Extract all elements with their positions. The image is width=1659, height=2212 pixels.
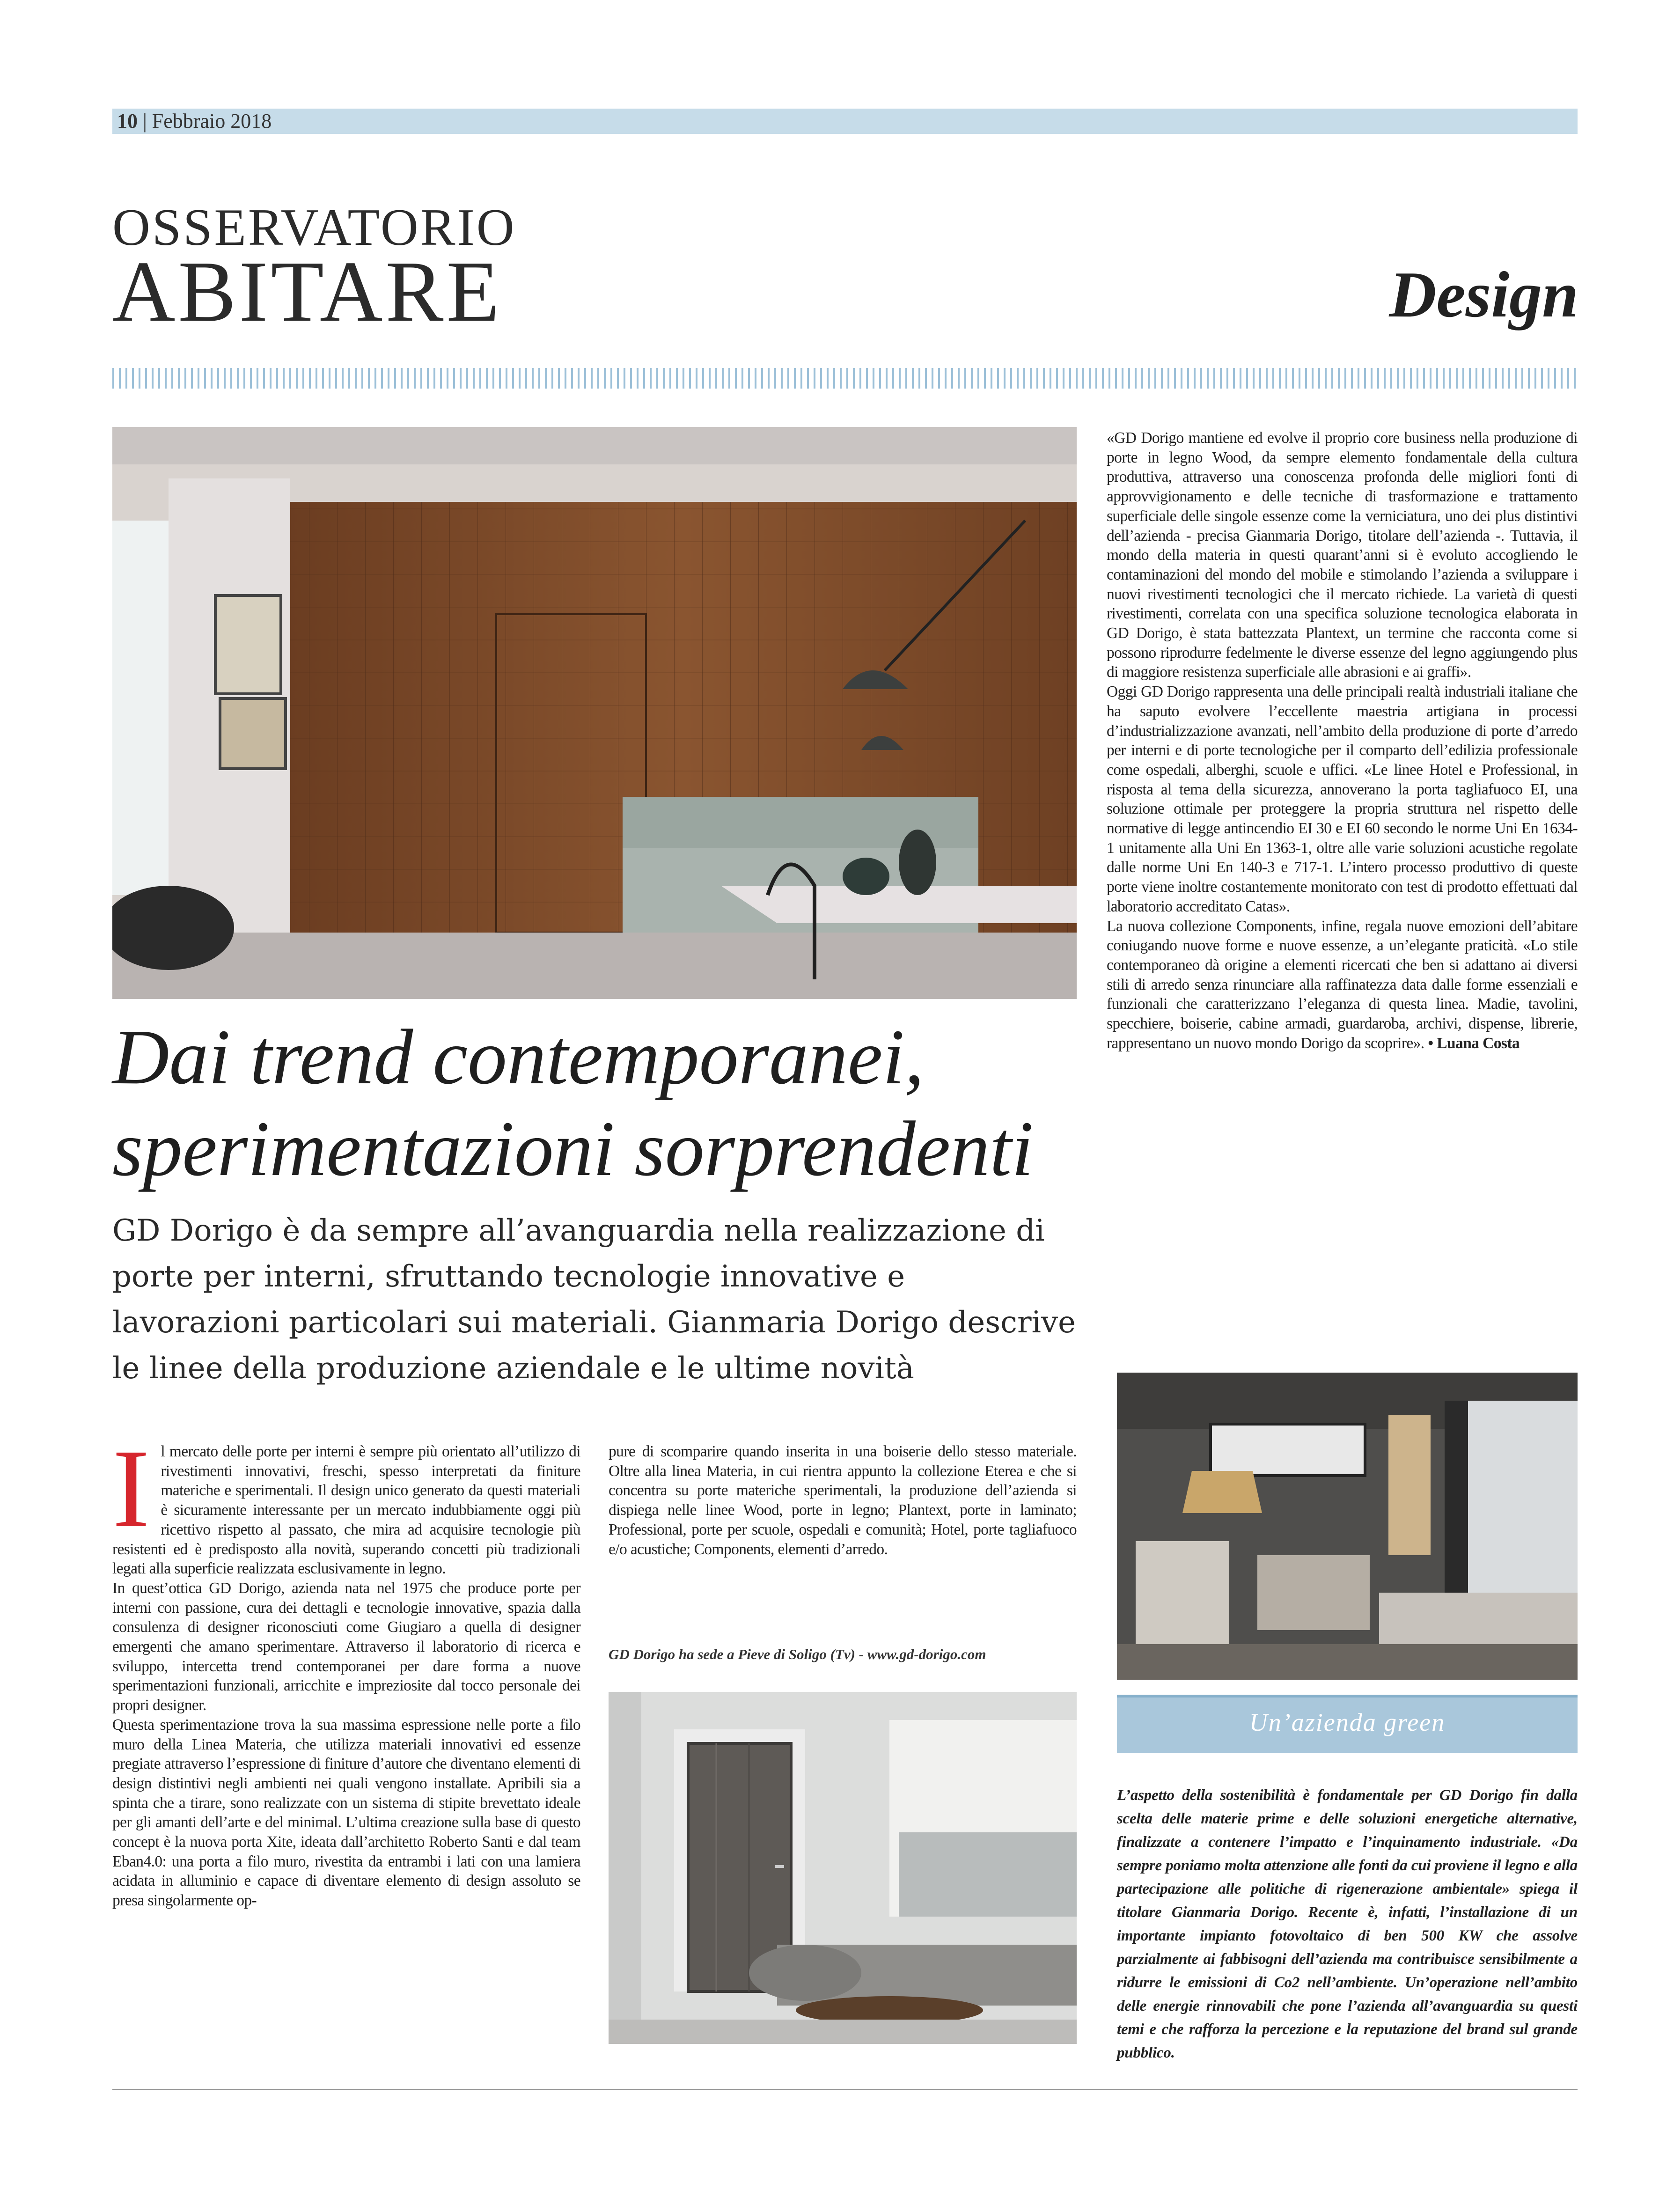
article-lead: GD Dorigo è da sempre all’avanguardia nella realizzazione di porte per interni, sfruttando tecnologie innovative e lavorazioni particolari sui materiali. Gianmaria Dorigo descrive le linee della produzione aziendale e le ultime novità — [112, 1213, 1076, 1386]
header-strip — [112, 109, 1578, 134]
hotel-room-photo — [1117, 1373, 1578, 1680]
sidebar-box-title: Un’azienda green — [1249, 1708, 1446, 1736]
body-column-1 — [112, 1426, 580, 1911]
body-column-3 — [1107, 428, 1578, 1053]
paragraph: Oggi GD Dorigo rappresenta una delle principali realtà industriali italiane che ha saputo evolvere l’eccellente maestria artigiana in processi d’industrializzazione avanzati, nell’ambito della produzione di porte d’arredo per interni e di porte tecnologiche per il comparto dell’edilizia professionale come ospedali, alberghi, scuole e uffici. «Le linee Hotel e Professional, in risposta al tema della sicurezza, annoverano la porta tagliafuoco EI, una soluzione ottimale per proteggere la propria struttura nel rispetto delle normative di legge antincendio EI 30 e EI 60 secondo le norme Uni En 1634-1 unitamente alla Uni En 1363-1, oltre alle varie soluzioni acustiche regolate dalle norme Uni En 140-3 e 717-1. L’intero processo produttivo di queste porte viene inoltre costantemente monitorato con test di prodotto effettuati dal laboratorio accreditato Catas». — [1107, 683, 1578, 915]
issue-date: | Febbraio 2018 — [143, 110, 272, 132]
section-tag: Design — [1389, 258, 1578, 331]
sidebar-box-text: L’aspetto della sostenibilità è fondamentale per GD Dorigo fin dalla scelta delle materie prime e delle soluzioni energetiche alternative, finalizzate a contenere l’impatto e l’inquinamento industriale. «Da sempre poniamo molta attenzione alle fonti da cui proviene il legno e alla partecipazione alle politiche di rigenerazione ambientale» spiega il titolare Gianmaria Dorigo. Recente è, infatti, l’installazione di un importante impianto fotovoltaico di ben 500 KW che assolve parzialmente ai fabbisogni dell’azienda ma contribuisce sensibilmente a ridurre le emissioni di Co2 nell’ambiente. Un’operazione nell’ambito delle energie rinnovabili che pone l’azienda all’avanguardia su questi temi e che rafforza la percezione e la reputazione del brand sul grande pubblico. — [1117, 1787, 1578, 2061]
paragraph — [1107, 917, 1578, 1053]
page-number: 10 — [117, 110, 138, 132]
photo-caption: GD Dorigo ha sede a Pieve di Soligo (Tv) - www.gd-dorigo.com — [609, 1646, 986, 1662]
paragraph: l mercato delle porte per interni è sempre più orientato all’utilizzo di rivestimenti innovativi, freschi, spesso interpretati da finiture materiche e sperimentali. Il design unico generato da questi materiali è sicuramente interessante per un mercato indubbiamente oggi più ricettivo rispetto al passato, che mira ad acquisire tecnologie più resistenti ed è predisposto alla novità, superando concetti più tradizionali legati alla superficie realizzata esclusivamente in legno. — [112, 1443, 580, 1578]
interior-wood-wall-photo — [112, 427, 1077, 999]
headline-line-1: Dai trend contemporanei, — [112, 1014, 925, 1101]
living-room-door-photo — [609, 1692, 1077, 2044]
folio — [117, 109, 272, 134]
paragraph: pure di scomparire quando inserita in una boiserie dello stesso materiale. Oltre alla linea Materia, in cui rientra appunto la collezione Eterea e che si concentra su porte materiche sperimentali, la produzione dell’azienda si dispiega nelle linee Wood, porte in legno; Plantext, porte in laminato; Professional, porte per scuole, ospedali e comunità; Hotel, porte tagliafuoco e/o acustiche; Components, elementi d’arredo. — [609, 1443, 1077, 1558]
section-title: ABITARE — [112, 243, 503, 340]
paragraph: «GD Dorigo mantiene ed evolve il proprio core business nella produzione di porte in legno Wood, da sempre elemento fondamentale della cultura produttiva, attraverso una conoscenza profonda delle migliori fonti di approvvigionamento e delle tecniche di trasformazione e trattamento superficiale delle singole essenze come la verniciatura, uno dei plus distintivi dell’azienda - precisa Gianmaria Dorigo, titolare dell’azienda -. Tuttavia, il mondo della materia in questi quarant’anni si è evoluto accogliendo le contaminazioni del mondo del mobile e stimolando l’azienda a sviluppare i nuovi rivestimenti tecnologici che il mercato richiede. La varietà di questi rivestimenti, correlata con una specifica soluzione tecnologica elaborata in GD Dorigo, è stata battezzata Plantext, un termine che racconta come si possono riprodurre fedelmente le diverse essenze del legno aggiungendo plus di maggiore resistenza superficiale alle abrasioni e ai graffi». — [1107, 429, 1578, 681]
paragraph: Questa sperimentazione trova la sua massima espressione nelle porte a filo muro della Linea Materia, che utilizza materiali innovativi ed essenze pregiate attraverso l’espressione di finiture d’autore che diventano elementi di design distintivi negli ambienti nei quali vengono installate. Apribili sia a spinta che a tirare, sono realizzate con un sistema di stipite brevettato ideale per gli amanti dell’arte e del minimal. L’ultima creazione sulla base di questo concept è la nuova porta Xite, ideata dall’architetto Roberto Santi e dal team Eban4.0: una porta a filo muro, rivestita da entrambi i lati con una lamiera acidata in alluminio e capace di diventare elemento di design assoluto se presa singolarmente op- — [112, 1716, 580, 1910]
article-headline — [112, 1011, 1095, 1195]
body-column-2 — [609, 1442, 1077, 1559]
paragraph-text: La nuova collezione Components, infine, regala nuove emozioni dell’abitare coniugando nuove forme e nuove essenze, a un’elegante praticità. «Lo stile contemporaneo dà origine a elementi ricercati che ben si adattano ai diversi stili di arredo senza rinunciare alla raffinatezza data dalle forme essenziali e funzionali che caratterizzano l’eleganza di questa linea. Madie, tavolini, specchiere, boiserie, cabine armadi, guardaroba, archivi, dispense, librerie, rappresentano un nuovo mondo Dorigo da scoprire». — [1107, 917, 1578, 1052]
paragraph: In quest’ottica GD Dorigo, azienda nata nel 1975 che produce porte per interni con passione, cura dei dettagli e tecnologie innovative, spazia dalla consulenza di designer riconosciuti come Giugiaro a quella di designer emergenti che amano sperimentare. Attraverso il laboratorio di ricerca e sviluppo, intercetta trend contemporanei per dare forma a nuove sperimentazioni funzionali, arricchite e impreziosite dal tocco personale dei propri designer. — [112, 1579, 580, 1714]
hatched-divider — [112, 368, 1578, 389]
headline-line-2: sperimentazioni sorprendenti — [112, 1105, 1034, 1192]
bottom-rule — [112, 2089, 1578, 2090]
author-byline: • Luana Costa — [1428, 1034, 1520, 1052]
drop-cap: I — [112, 1426, 150, 1551]
section-kicker: OSSERVATORIO — [112, 198, 516, 257]
